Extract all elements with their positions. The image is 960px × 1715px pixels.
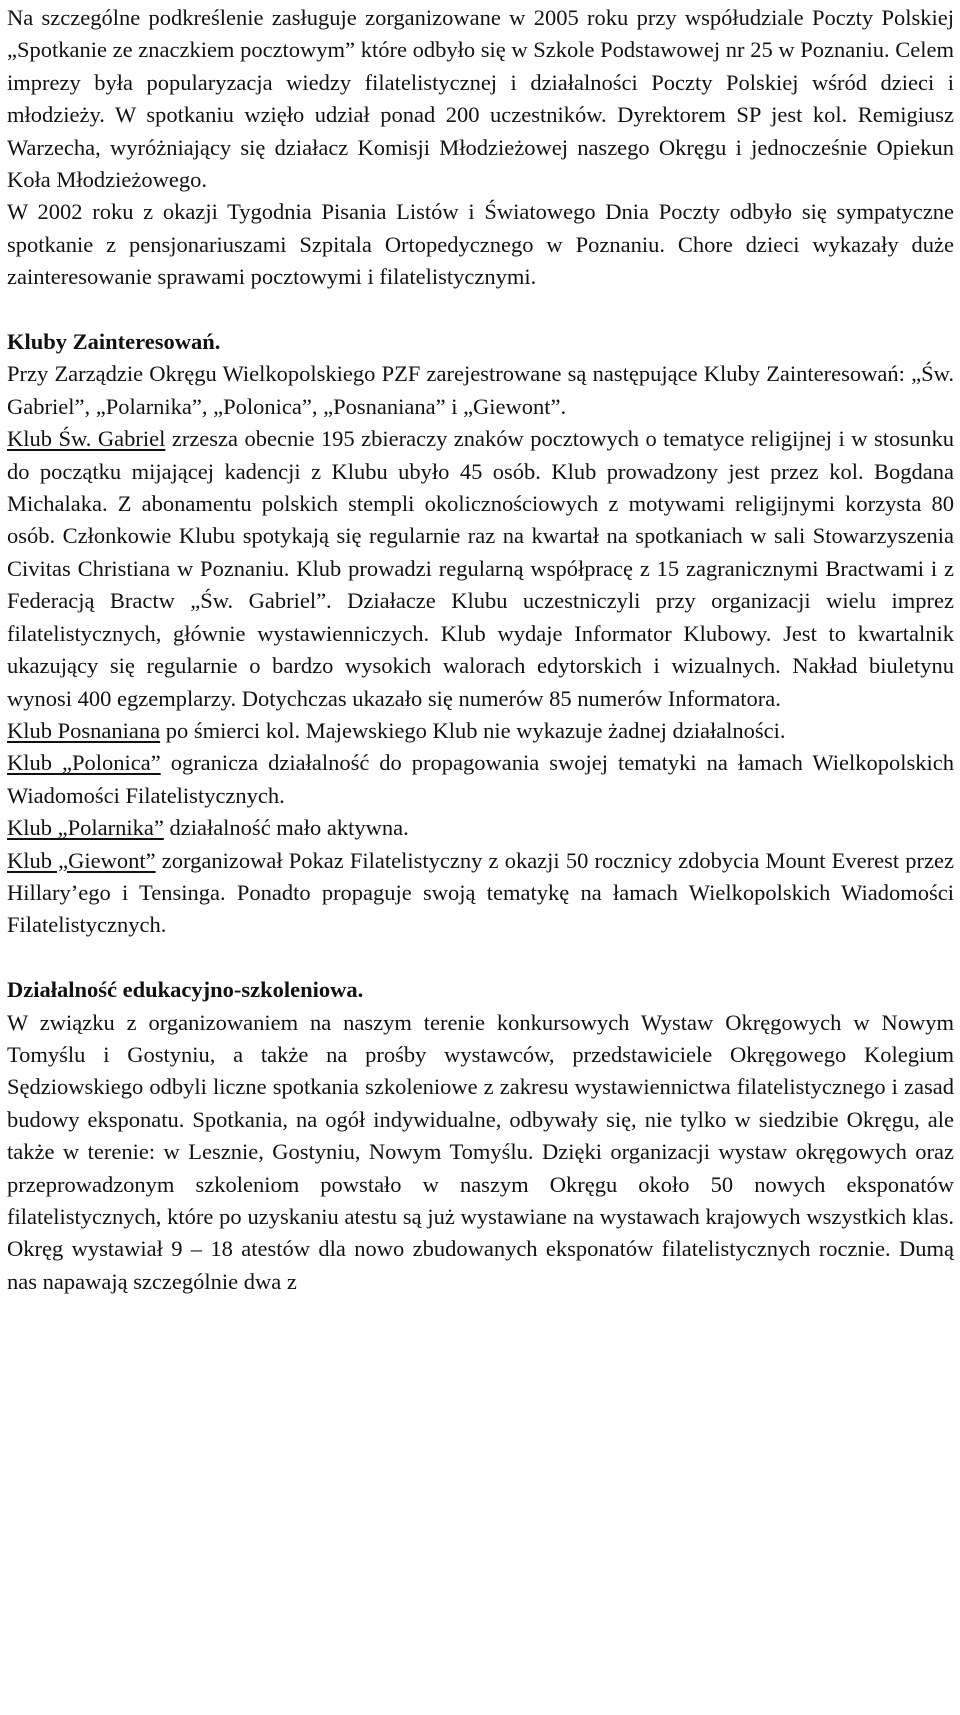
- spacer: [7, 942, 954, 974]
- paragraph-clubs-intro: Przy Zarządzie Okręgu Wielkopolskiego PZF zarejestrowane są następujące Kluby Zainteresowań: „Św. Gabriel”, „Polarnika”, „Polonica”, „Posnaniana” i „Giewont”.: [7, 361, 954, 419]
- club-name-polonica: Klub „Polonica”: [7, 750, 161, 776]
- club-text-polarnika: działalność mało aktywna.: [163, 815, 409, 841]
- club-text-polonica: ogranicza działalność do propagowania swojej tematyki na łamach Wielkopolskich Wiadomości Filatelistycznych.: [7, 750, 954, 808]
- club-name-gabriel: Klub Św. Gabriel: [7, 426, 166, 452]
- paragraph-club-polarnika: [7, 812, 954, 844]
- club-name-polarnika: Klub „Polarnika”: [7, 815, 164, 841]
- paragraph-club-posnaniana: [7, 715, 954, 747]
- paragraph-letter-week: W 2002 roku z okazji Tygodnia Pisania Listów i Światowego Dnia Poczty odbyło się sympatyczne spotkanie z pensjonariuszami Szpitala Ortopedycznego w Poznaniu. Chore dzieci wykazały duże zainteresowanie sprawami pocztowymi i filatelistycznymi.: [7, 199, 954, 290]
- club-name-posnaniana: Klub Posnaniana: [7, 717, 161, 743]
- paragraph-stamp-meeting: Na szczególne podkreślenie zasługuje zorganizowane w 2005 roku przy współudziale Poczty Polskiej „Spotkanie ze znaczkiem pocztowym” które odbyło się w Szkole Podstawowej nr 25 w Poznaniu. Celem imprezy była popularyzacja wiedzy filatelistycznej i działalności Poczty Polskiej wśród dzieci i młodzieży. W spotkaniu wzięło udział ponad 200 uczestników. Dyrektorem SP jest kol. Remigiusz Warzecha, wyróżniający się działacz Komisji Młodzieżowej naszego Okręgu i jednocześnie Opiekun Koła Młodzieżowego.: [7, 5, 954, 193]
- section-heading-education: Działalność edukacyjno-szkoleniowa.: [7, 977, 364, 1003]
- club-text-gabriel: zrzesza obecnie 195 zbieraczy znaków pocztowych o tematyce religijnej i w stosunku do początku mijającej kadencji z Klubu ubyło 45 osób. Klub prowadzony jest przez kol. Bogdana Michalaka. Z abonamentu polskich stempli okolicznościowych z motywami religijnymi korzysta 80 osób. Członkowie Klubu spotykają się regularnie raz na kwartał na spotkaniach w sali Stowarzyszenia Civitas Christiana w Poznaniu. Klub prowadzi regularną współpracę z 15 zagranicznymi Bractwami i z Federacją Bractw „Św. Gabriel”. Działacze Klubu uczestniczyli przy organizacji wielu imprez filatelistycznych, głównie wystawienniczych. Klub wydaje Informator Klubowy. Jest to kwartalnik ukazujący się regularnie o bardzo wysokich walorach edytorskich i wizualnych. Nakład biuletynu wynosi 400 egzemplarzy. Dotychczas ukazało się numerów 85 numerów Informatora.: [7, 426, 955, 711]
- paragraph-education: W związku z organizowaniem na naszym terenie konkursowych Wystaw Okręgowych w Nowym Tomyślu i Gostyniu, a także na prośby wystawców, przedstawiciele Okręgowego Kolegium Sędziowskiego odbyli liczne spotkania szkoleniowe z zakresu wystawiennictwa filatelistycznego i zasad budowy eksponatu. Spotkania, na ogół indywidualne, odbywały się, nie tylko w siedzibie Okręgu, ale także w terenie: w Lesznie, Gostyniu, Nowym Tomyślu. Dzięki organizacji wystaw okręgowych oraz przeprowadzonym szkoleniom powstało w naszym Okręgu około 50 nowych eksponatów filatelistycznych, które po uzyskaniu atestu są już wystawiane na wystawach krajowych wszystkich klas. Okręg wystawiał 9 – 18 atestów dla nowo zbudowanych eksponatów filatelistycznych rocznie. Dumą nas napawają szczególnie dwa z: [7, 1009, 954, 1294]
- section-heading-clubs: Kluby Zainteresowań.: [7, 329, 221, 355]
- club-name-giewont: Klub „Giewont”: [7, 847, 156, 873]
- club-text-giewont: zorganizował Pokaz Filatelistyczny z okazji 50 rocznicy zdobycia Mount Everest przez Hillary’ego i Tensinga. Ponadto propaguje swoją tematykę na łamach Wielkopolskich Wiadomości Filatelistycznych.: [7, 847, 955, 938]
- club-text-posnaniana: po śmierci kol. Majewskiego Klub nie wykazuje żadnej działalności.: [160, 717, 786, 743]
- paragraph-club-gabriel: [7, 423, 954, 715]
- spacer: [7, 294, 954, 326]
- paragraph-club-giewont: [7, 845, 954, 942]
- paragraph-club-polonica: [7, 747, 954, 812]
